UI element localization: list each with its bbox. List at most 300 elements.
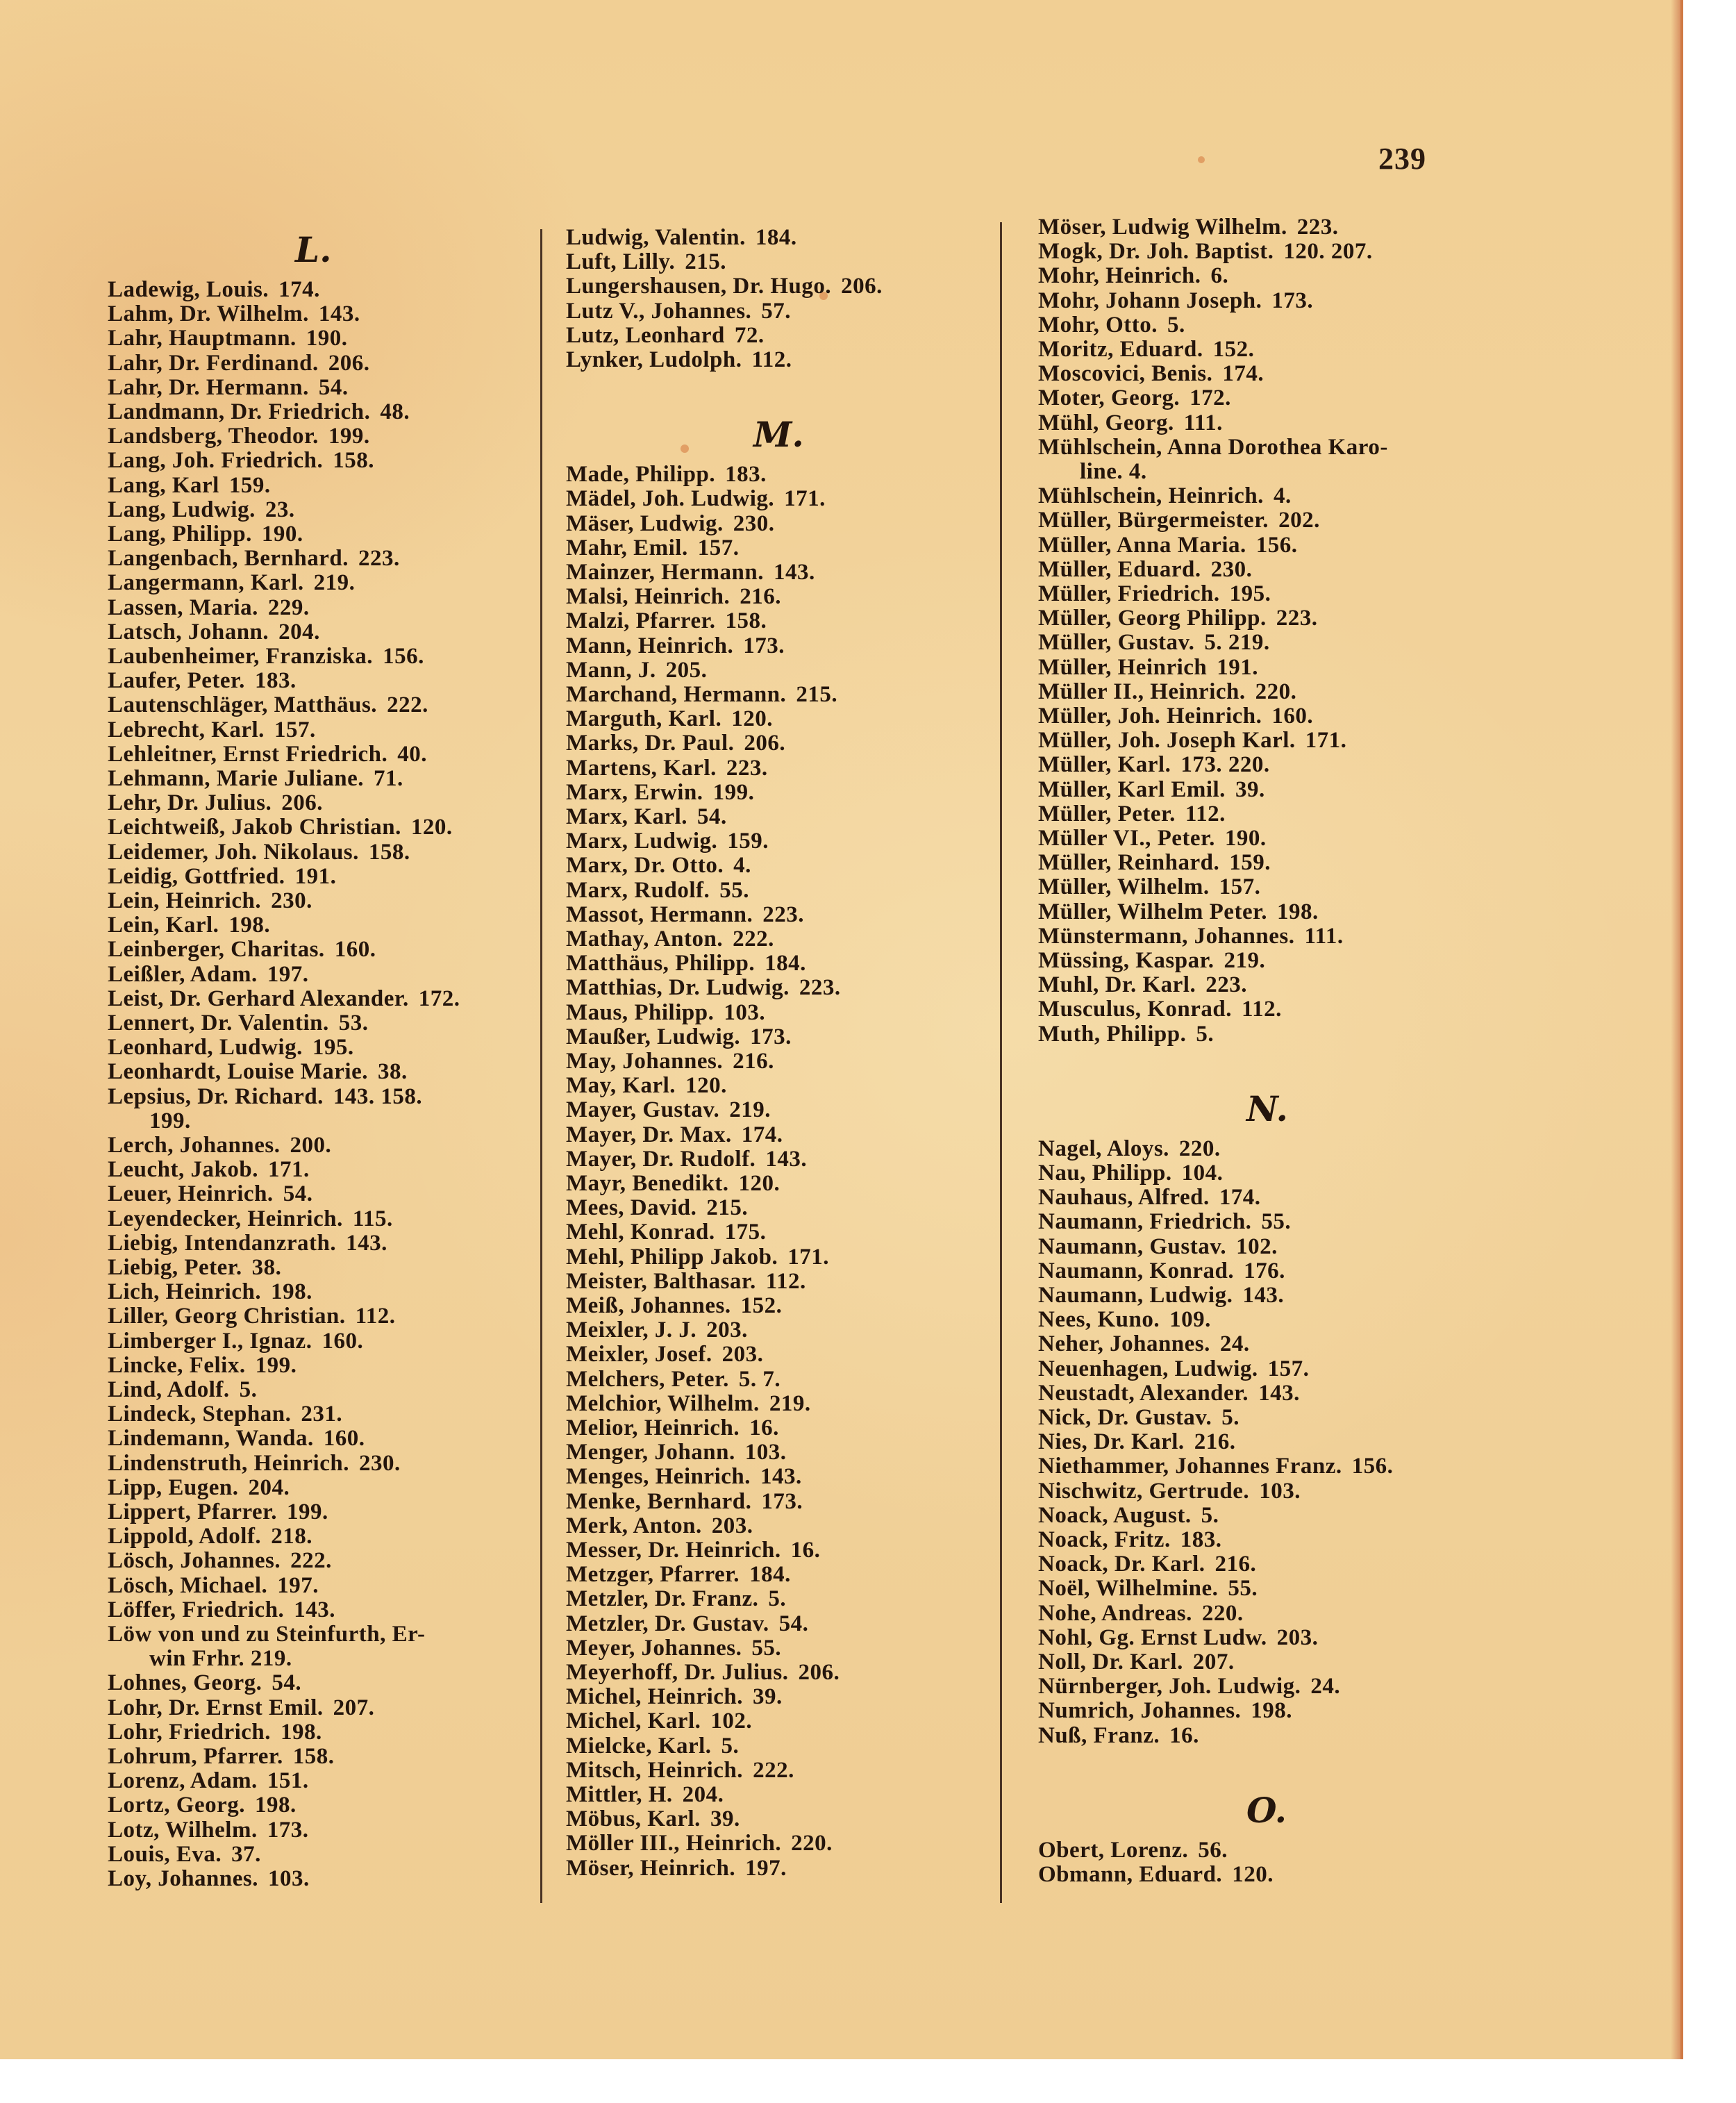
section-letter-heading: M. (753, 414, 804, 456)
entry-page-refs: 143. (765, 1146, 808, 1172)
entry-name: May, Johannes. (566, 1049, 724, 1074)
entry-page-refs: 176. (1244, 1258, 1285, 1283)
index-entry (108, 571, 355, 595)
index-entry (1038, 313, 1185, 338)
entry-name: Menger, Johann. (566, 1440, 735, 1465)
entry-page-refs: 72. (734, 322, 765, 348)
entry-page-refs: 56. (1198, 1837, 1228, 1863)
entry-page-refs: 198. (228, 913, 271, 938)
index-entry (1038, 778, 1265, 802)
entry-name: Lennert, Dr. Valentin. (108, 1011, 329, 1036)
entry-name: Lindemann, Wanda. (108, 1426, 314, 1452)
index-entry (108, 1769, 309, 1793)
index-entry (108, 400, 410, 424)
index-entry (108, 1598, 335, 1622)
entry-page-refs: 197. (277, 1572, 319, 1598)
entry-name: Müller VI., Peter. (1038, 826, 1215, 851)
index-entry (566, 1685, 783, 1709)
entry-page-refs: 216. (740, 584, 781, 610)
entry-page-refs: 152. (1212, 337, 1255, 362)
entry-page-refs: 175. (724, 1220, 767, 1245)
index-entry (1038, 1577, 1258, 1601)
entry-page-refs: 104. (1181, 1161, 1224, 1186)
entry-page-refs: 158. (368, 839, 410, 865)
entry-page-refs: 215. (706, 1195, 749, 1221)
index-entry (1038, 289, 1313, 313)
entry-page-refs: 230. (271, 888, 312, 913)
entry-page-refs: 204. (682, 1782, 724, 1807)
entry-page-refs: 143. 158. (333, 1083, 423, 1109)
entry-page-refs: 160. (322, 1328, 364, 1354)
index-entry (566, 1049, 774, 1074)
entry-page-refs: 195. (1229, 581, 1271, 606)
entry-name: Müller, Wilhelm Peter. (1038, 899, 1267, 924)
index-entry (566, 299, 791, 324)
entry-name: Muth, Philipp. (1038, 1021, 1187, 1047)
entry-name: Lutz, Leonhard (566, 322, 725, 348)
entry-page-refs: 71. (374, 766, 403, 791)
entry-name: Marguth, Karl. (566, 706, 722, 732)
entry-page-refs: 183. (254, 668, 297, 694)
entry-name: Noël, Wilhelmine. (1038, 1576, 1219, 1602)
entry-name: Lehmann, Marie Juliane. (108, 766, 365, 791)
index-entry (566, 1514, 753, 1538)
entry-name: Naumann, Friedrich. (1038, 1209, 1252, 1235)
entry-name: Marchand, Hermann. (566, 682, 787, 707)
entry-name: Luft, Lilly. (566, 249, 676, 275)
entry-page-refs: 120. (1232, 1862, 1274, 1887)
entry-name: Lohrum, Pfarrer. (108, 1744, 283, 1769)
entry-name: Lohr, Dr. Ernst Emil. (108, 1695, 324, 1720)
index-entry (108, 278, 320, 302)
entry-name: Müller, Friedrich. (1038, 581, 1220, 606)
index-entry (108, 1378, 257, 1402)
entry-name: Mittler, H. (566, 1782, 673, 1807)
entry-page-refs: 173. (267, 1817, 309, 1843)
index-entry (566, 781, 754, 805)
entry-name: Marx, Erwin. (566, 779, 703, 805)
index-entry (108, 1843, 261, 1867)
entry-page-refs: 204. (248, 1474, 290, 1500)
entry-name: Mühlschein, Heinrich. (1038, 483, 1264, 509)
index-entry (566, 1416, 779, 1440)
entry-name: Nau, Philipp. (1038, 1161, 1172, 1186)
index-entry (1038, 484, 1292, 508)
entry-name: Obert, Lorenz. (1038, 1837, 1189, 1863)
section-letter-heading: L. (295, 229, 332, 270)
entry-name: Michel, Heinrich. (566, 1684, 744, 1710)
index-entry (1038, 215, 1339, 240)
index-entry (566, 487, 826, 511)
entry-name: Made, Philipp. (566, 462, 716, 488)
entry-name: Leonhard, Ludwig. (108, 1035, 303, 1061)
entry-page-refs: 206. (281, 790, 323, 816)
entry-page-refs: 184. (749, 1562, 791, 1588)
entry-name: Neustadt, Alexander. (1038, 1380, 1249, 1406)
index-entry (108, 963, 308, 987)
entry-page-refs: 38. (377, 1059, 408, 1085)
entry-name: Marks, Dr. Paul. (566, 731, 735, 756)
index-entry (108, 1867, 310, 1891)
index-entry (566, 903, 804, 927)
index-entry (566, 250, 726, 274)
entry-page-refs: 172. (418, 986, 460, 1011)
entry-name: Merk, Anton. (566, 1513, 702, 1538)
index-entry (108, 498, 295, 522)
entry-name: Mohr, Otto. (1038, 312, 1158, 338)
index-entry (108, 840, 410, 865)
entry-page-refs: 190. (306, 326, 348, 351)
entry-page-refs: 183. (1180, 1527, 1222, 1552)
entry-page-refs: 55. (719, 877, 749, 903)
entry-name: Niethammer, Johannes Franz. (1038, 1454, 1342, 1479)
index-entry (1038, 949, 1265, 973)
entry-name: Massot, Hermann. (566, 901, 753, 927)
entry-page-refs: 222. (387, 692, 428, 718)
entry-name: Michel, Karl. (566, 1709, 701, 1734)
index-entry (566, 324, 765, 348)
entry-page-refs: 157. (1219, 874, 1261, 900)
entry-page-refs: 174. (1219, 1185, 1261, 1211)
entry-name: Musculus, Konrad. (1038, 997, 1232, 1022)
entry-name: Möbus, Karl. (566, 1806, 701, 1832)
entry-page-refs: 219. (313, 570, 356, 596)
entry-name: Lohr, Friedrich. (108, 1719, 272, 1745)
page-number: 239 (1378, 142, 1426, 176)
entry-name: Messer, Dr. Heinrich. (566, 1538, 781, 1563)
entry-page-refs: 53. (338, 1011, 369, 1036)
index-entry (108, 1671, 301, 1695)
entry-name: Mehl, Konrad. (566, 1220, 715, 1245)
entry-page-refs: 199. (287, 1499, 328, 1524)
index-entry (566, 1783, 724, 1807)
entry-name: Lindeck, Stephan. (108, 1402, 292, 1427)
entry-page-refs: 102. (1236, 1233, 1278, 1259)
entry-name: Mielcke, Karl. (566, 1733, 712, 1759)
index-entry (1038, 1724, 1199, 1748)
index-entry (1038, 338, 1254, 362)
entry-page-refs: 202. (1278, 508, 1320, 533)
entry-name: Ludwig, Valentin. (566, 225, 746, 250)
entry-page-refs: 157. (274, 717, 316, 742)
index-entry (566, 1759, 794, 1783)
entry-page-refs: 218. (271, 1524, 312, 1549)
entry-name: Moscovici, Benis. (1038, 361, 1213, 387)
entry-page-refs: 112. (1241, 997, 1282, 1022)
index-entry (108, 693, 428, 717)
index-entry (1038, 631, 1270, 655)
entry-name: Nees, Kuno. (1038, 1307, 1160, 1333)
entry-page-refs: 103. (268, 1866, 310, 1891)
index-entry (566, 274, 883, 299)
entry-name: Neher, Johannes. (1038, 1331, 1210, 1357)
entry-name: Lynker, Ludolph. (566, 347, 742, 372)
entry-name: Mees, David. (566, 1195, 697, 1221)
entry-page-refs: 24. (1219, 1331, 1250, 1357)
entry-name: Müller, Joh. Joseph Karl. (1038, 728, 1296, 754)
index-entry (566, 1025, 792, 1049)
entry-page-refs: 159. (1229, 850, 1271, 876)
entry-name: Nohe, Andreas. (1038, 1600, 1192, 1626)
index-entry (1038, 1479, 1301, 1504)
entry-name: Nagel, Aloys. (1038, 1136, 1169, 1161)
entry-page-refs: 171. (267, 1157, 310, 1183)
entry-name: Lahm, Dr. Wilhelm. (108, 301, 309, 327)
entry-page-refs: 109. (1169, 1307, 1211, 1333)
entry-page-refs: 23. (265, 497, 295, 522)
entry-name: Meixler, J. J. (566, 1318, 697, 1343)
entry-page-refs: 112. (1185, 801, 1226, 826)
index-entry (108, 1476, 290, 1500)
entry-page-refs: 158. (292, 1744, 335, 1769)
index-entry (1038, 1235, 1278, 1259)
entry-name: Löw von und zu Steinfurth, Er- (108, 1622, 426, 1647)
index-entry (108, 351, 369, 376)
index-entry (1038, 606, 1318, 631)
entry-name: Leidemer, Joh. Nikolaus. (108, 839, 359, 865)
entry-page-refs: 5. (1167, 312, 1185, 338)
index-entry (108, 424, 370, 449)
index-entry (108, 987, 460, 1011)
entry-name: Lincke, Felix. (108, 1352, 246, 1378)
index-entry (108, 791, 323, 815)
index-entry (566, 1368, 781, 1392)
entry-name: Nauhaus, Alfred. (1038, 1185, 1210, 1211)
index-entry (566, 707, 773, 731)
entry-page-refs: 120. (738, 1171, 781, 1196)
index-entry (1038, 656, 1258, 680)
index-entry (1038, 924, 1344, 949)
entry-name: Meyer, Johannes. (566, 1635, 742, 1661)
entry-name: Langermann, Karl. (108, 570, 304, 596)
entry-name: Mayer, Dr. Rudolf. (566, 1146, 756, 1172)
index-entry (108, 1500, 328, 1524)
entry-name: Lahr, Dr. Hermann. (108, 374, 309, 400)
index-entry (1038, 1626, 1318, 1650)
index-entry (1038, 508, 1320, 533)
entry-page-refs: 206. (798, 1660, 840, 1685)
index-entry (108, 376, 349, 400)
entry-name: Mädel, Joh. Ludwig. (566, 486, 775, 512)
entry-page-refs: 219. (1224, 948, 1266, 973)
index-entry (108, 1304, 396, 1329)
index-entry (1038, 533, 1298, 558)
index-entry (1038, 826, 1267, 851)
entry-page-refs: 143. (760, 1464, 802, 1490)
entry-page-refs: 16. (749, 1415, 779, 1440)
entry-page-refs: 151. (267, 1768, 309, 1794)
index-entry (566, 1318, 748, 1343)
entry-name: Latsch, Johann. (108, 619, 269, 645)
entry-page-refs: 206. (841, 274, 883, 299)
entry-page-refs: 207. (333, 1695, 375, 1720)
index-entry (566, 854, 751, 878)
index-entry (108, 1524, 312, 1549)
entry-name: Mitsch, Heinrich. (566, 1757, 744, 1783)
index-entry (108, 1745, 334, 1769)
index-entry (108, 669, 297, 693)
index-entry (566, 1098, 771, 1122)
entry-page-refs: 230. (733, 510, 775, 536)
entry-name: Möser, Heinrich. (566, 1855, 736, 1881)
index-entry (566, 1587, 786, 1611)
entry-page-refs: 55. (751, 1635, 782, 1661)
entry-name: Mathay, Anton. (566, 926, 724, 951)
entry-page-refs: 171. (787, 1244, 829, 1270)
entry-page-refs: 5. (768, 1586, 787, 1612)
entry-name: Lebrecht, Karl. (108, 717, 265, 742)
entry-page-refs: 54. (272, 1670, 302, 1696)
index-entry (1038, 1454, 1393, 1479)
entry-page-refs: 54. (318, 374, 349, 400)
index-entry (108, 302, 360, 326)
entry-page-refs: 143. (1242, 1283, 1285, 1308)
entry-name: Melchers, Peter. (566, 1366, 729, 1392)
entry-name: Metzger, Pfarrer. (566, 1562, 740, 1588)
index-entry (108, 1452, 401, 1476)
entry-name: Müller II., Heinrich. (1038, 679, 1246, 704)
entry-page-refs: 5. (1221, 1405, 1240, 1430)
entry-name: Lang, Joh. Friedrich. (108, 448, 324, 474)
index-entry (566, 1538, 820, 1563)
entry-page-refs: 38. (251, 1255, 282, 1280)
entry-page-refs: 219. (729, 1097, 771, 1123)
index-entry (566, 226, 797, 250)
entry-page-refs: 57. (761, 298, 792, 324)
entry-page-refs: 111. (1304, 923, 1344, 949)
index-entry (1038, 1283, 1284, 1308)
entry-name: Malzi, Pfarrer. (566, 608, 716, 634)
index-entry (566, 1172, 780, 1196)
entry-name: Liebig, Intendanzrath. (108, 1230, 337, 1256)
entry-page-refs: 120. 207. (1283, 239, 1373, 265)
entry-name: Liller, Georg Christian. (108, 1304, 346, 1329)
entry-name: May, Karl. (566, 1073, 676, 1099)
entry-name: Leißler, Adam. (108, 961, 258, 987)
entry-name: Nischwitz, Gertrude. (1038, 1478, 1250, 1504)
index-entry (1038, 264, 1228, 288)
entry-page-refs: 158. (725, 608, 767, 634)
index-entry (108, 865, 336, 889)
entry-name: Naumann, Konrad. (1038, 1258, 1235, 1283)
index-entry (108, 938, 376, 962)
entry-page-refs: 120. (410, 815, 453, 840)
entry-page-refs: 102. (710, 1709, 753, 1734)
entry-name: Möser, Ludwig Wilhelm. (1038, 215, 1287, 240)
entry-page-refs: 230. (358, 1450, 401, 1476)
entry-page-refs: 216. (1215, 1552, 1257, 1577)
entry-name: Landmann, Dr. Friedrich. (108, 399, 371, 424)
entry-name: Malsi, Heinrich. (566, 584, 731, 610)
entry-page-refs: 204. (278, 619, 320, 645)
index-entry (108, 718, 316, 742)
index-entry (1038, 1357, 1309, 1381)
entry-name: Lein, Heinrich. (108, 888, 262, 913)
entry-name: Lutz V., Johannes. (566, 298, 752, 324)
entry-name: Metzler, Dr. Franz. (566, 1586, 759, 1612)
entry-name: Möller III., Heinrich. (566, 1831, 782, 1856)
section-letter-heading: O. (1246, 1789, 1287, 1831)
entry-page-refs: 205. (665, 657, 708, 683)
entry-name: Müller, Bürgermeister. (1038, 508, 1269, 533)
entry-page-refs: 220. (791, 1831, 833, 1856)
entry-name: Mogk, Dr. Joh. Baptist. (1038, 239, 1274, 265)
entry-name: Noll, Dr. Karl. (1038, 1649, 1183, 1674)
entry-name: Müller, Reinhard. (1038, 850, 1220, 876)
index-entry (108, 1280, 312, 1304)
index-entry (566, 1490, 803, 1514)
entry-page-refs: 198. (255, 1793, 297, 1818)
entry-page-refs: 223. (762, 901, 804, 927)
entry-page-refs: 174. (1222, 361, 1265, 387)
entry-name: Mäser, Ludwig. (566, 510, 724, 536)
index-entry (566, 1294, 782, 1318)
entry-page-refs: 159. (228, 472, 271, 498)
index-entry (566, 1734, 739, 1759)
entry-page-refs: 206. (744, 731, 786, 756)
entry-name: Lang, Karl (108, 472, 219, 498)
entry-page-refs: 160. (334, 937, 376, 963)
entry-page-refs: 223. (1205, 972, 1247, 998)
index-entry (566, 1001, 765, 1025)
entry-name: Naumann, Ludwig. (1038, 1283, 1233, 1308)
entry-name: Nick, Dr. Gustav. (1038, 1405, 1212, 1430)
index-entry (1038, 997, 1282, 1022)
entry-name: Leinberger, Charitas. (108, 937, 325, 963)
entry-name: Leucht, Jakob. (108, 1157, 258, 1183)
entry-page-refs: 173. (750, 1024, 792, 1049)
entry-page-refs: 222. (290, 1548, 332, 1574)
entry-name: Lippert, Pfarrer. (108, 1499, 278, 1524)
index-entry (566, 1465, 802, 1489)
entry-name: Limberger I., Ignaz. (108, 1328, 312, 1354)
index-entry (1038, 1259, 1285, 1283)
entry-page-refs: 203. (711, 1513, 753, 1538)
entry-name: Leichtweiß, Jakob Christian. (108, 815, 401, 840)
entry-name: Moter, Georg. (1038, 385, 1180, 411)
index-entry (566, 1856, 787, 1881)
stain (1198, 156, 1205, 163)
index-entry (108, 596, 310, 620)
entry-name: Matthäus, Philipp. (566, 951, 756, 976)
entry-name: Melior, Heinrich. (566, 1415, 740, 1440)
entry-name: Lein, Karl. (108, 913, 219, 938)
entry-page-refs: 173. 220. (1180, 752, 1270, 778)
entry-name: Numrich, Johannes. (1038, 1698, 1242, 1724)
entry-page-refs: 143. (318, 301, 360, 327)
entry-page-refs: 219. (769, 1390, 811, 1416)
entry-name: Leuer, Heinrich. (108, 1181, 274, 1207)
index-entry (1038, 875, 1260, 899)
entry-name: Loy, Johannes. (108, 1866, 258, 1891)
index-entry (1038, 1186, 1260, 1210)
entry-name: Müller, Eduard. (1038, 556, 1201, 582)
entry-page-refs: 157. (1267, 1356, 1310, 1381)
column-divider (540, 229, 542, 1903)
index-entry (1038, 1332, 1250, 1356)
entry-page-refs: 143. (346, 1230, 387, 1256)
index-entry (566, 1220, 766, 1245)
entry-page-refs: 112. (751, 347, 792, 372)
entry-name: Landsberg, Theodor. (108, 424, 319, 449)
entry-name: Müller, Wilhelm. (1038, 874, 1210, 900)
entry-page-refs: 112. (355, 1304, 396, 1329)
entry-page-refs: 112. (765, 1268, 806, 1294)
entry-page-refs: 156. (383, 644, 424, 669)
index-entry (108, 1427, 365, 1451)
entry-page-refs: 39. (1235, 776, 1265, 802)
entry-name: Moritz, Eduard. (1038, 337, 1203, 362)
